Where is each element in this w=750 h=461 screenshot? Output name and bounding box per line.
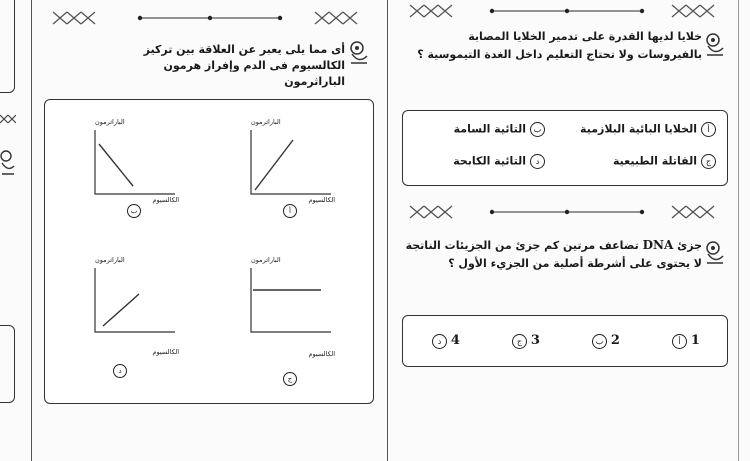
option-marker: ج bbox=[512, 334, 527, 349]
column-divider-right bbox=[387, 0, 388, 461]
option-marker: ب bbox=[592, 334, 607, 349]
option-marker: د bbox=[432, 334, 447, 349]
option-marker: ب bbox=[127, 204, 141, 218]
page-edge-right bbox=[738, 0, 739, 461]
graph-x-label: الكالسيوم bbox=[308, 196, 335, 204]
question-text-part: جزئ bbox=[677, 239, 702, 252]
option-value: 3 bbox=[530, 333, 540, 348]
graph-x-label: الكالسيوم bbox=[152, 348, 179, 356]
question-text-parathormone: أى مما يلى يعبر عن العلاقة بين تركيز الكالسيوم فى الدم وإفراز هرمون الباراثرمون bbox=[143, 43, 345, 88]
graph-option-a[interactable] bbox=[245, 118, 335, 213]
graph-y-label: الباراثرمون bbox=[95, 256, 125, 264]
graph-x-label: الكالسيوم bbox=[152, 196, 179, 204]
option-marker: أ bbox=[283, 204, 297, 218]
graph-option-b[interactable] bbox=[89, 118, 179, 213]
section-divider bbox=[45, 9, 375, 27]
option-value: 2 bbox=[610, 333, 620, 348]
option-marker: ب bbox=[530, 122, 545, 137]
question-text-nk-cells: خلايا لديها القدرة على تدمير الخلايا المصابة بالفيروسات ولا تحتاج التعليم داخل الغدة التيموسية ؟ bbox=[417, 30, 702, 61]
dna-divider-icon bbox=[0, 113, 16, 125]
option-a[interactable] bbox=[668, 333, 700, 349]
microscope-icon bbox=[0, 148, 16, 178]
option-value: 1 bbox=[690, 333, 700, 348]
column-divider-left bbox=[31, 0, 32, 461]
option-value: 4 bbox=[450, 333, 460, 348]
option-marker: د bbox=[530, 154, 545, 169]
section-divider bbox=[402, 2, 732, 20]
graph-y-label: الباراثرمون bbox=[251, 118, 281, 126]
section-divider bbox=[402, 203, 732, 221]
option-label: التائية السامة bbox=[453, 122, 526, 136]
graph-option-c[interactable] bbox=[245, 256, 335, 383]
option-label: التائية الكابحة bbox=[453, 154, 526, 168]
question-text-part: تضاعف مرتين كم جزئ من الجزيئات الناتجة لا يحتوى على أشرطة أصلية من الجزيء الأول ؟ bbox=[405, 239, 702, 270]
graph-y-label: الباراثرمون bbox=[95, 118, 125, 126]
option-d[interactable] bbox=[428, 333, 460, 349]
dna-term: DNA bbox=[642, 238, 674, 252]
option-c[interactable] bbox=[508, 333, 540, 349]
option-label: الخلايا البائية البلازمية bbox=[580, 122, 697, 136]
graph-y-label: الباراثرمون bbox=[251, 256, 281, 264]
option-marker: د bbox=[113, 364, 127, 378]
option-marker: أ bbox=[672, 334, 687, 349]
left-column-fragment bbox=[0, 0, 31, 461]
graph-option-d[interactable] bbox=[89, 256, 179, 375]
option-a[interactable] bbox=[580, 122, 716, 137]
option-b[interactable] bbox=[588, 333, 620, 349]
microscope-icon bbox=[704, 240, 726, 266]
option-b[interactable] bbox=[454, 122, 545, 137]
option-c[interactable] bbox=[613, 154, 716, 169]
microscope-icon bbox=[348, 40, 370, 66]
graph-x-label: الكالسيوم bbox=[308, 350, 335, 358]
option-marker: ج bbox=[283, 372, 297, 386]
option-marker: أ bbox=[701, 122, 716, 137]
option-marker: ج bbox=[701, 154, 716, 169]
option-label: القاتلة الطبيعية bbox=[612, 154, 697, 168]
option-d[interactable] bbox=[453, 154, 545, 169]
microscope-icon bbox=[704, 32, 726, 58]
question-text-dna bbox=[402, 236, 702, 273]
